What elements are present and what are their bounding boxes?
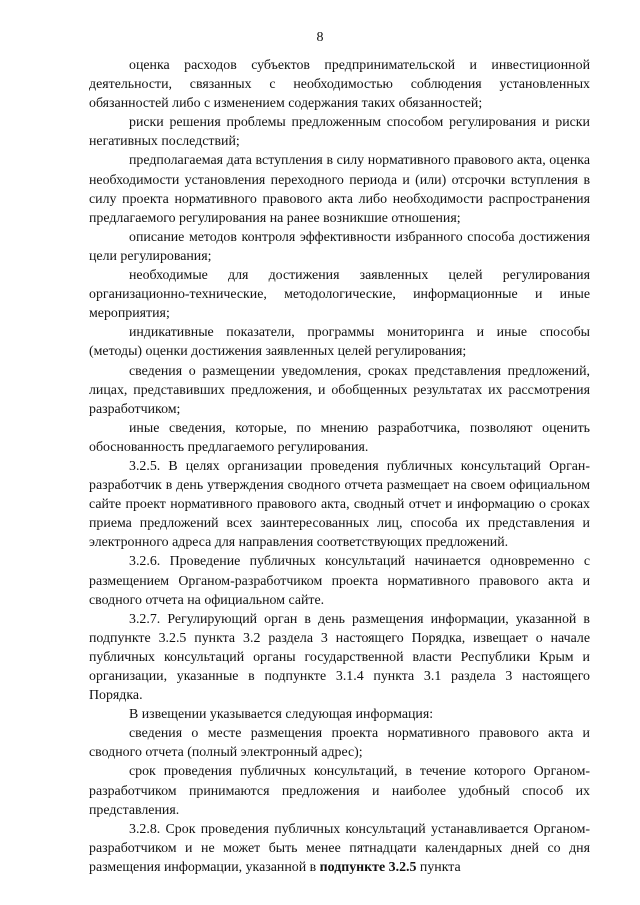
page-number: 8 — [316, 30, 324, 45]
section-3-2-5: 3.2.5. В целях организации проведения публичных консультаций Орган-разработчик в день утверждения сводного отчета размещает на своем официальном сайте проект нормативного правового акта, сводный отчет и информацию о сроках приема предложений всех заинтересованных лиц, способа их представления и электронного адреса для направления соответствующих предложений. — [89, 458, 590, 551]
paragraph: сведения о размещении уведомления, сроках представления предложений, лицах, представивших предложения, и обобщенных результатах их рассмотрения разработчиком; — [89, 363, 590, 417]
paragraph: риски решения проблемы предложенным способом регулирования и риски негативных последствий; — [89, 115, 590, 150]
document-body — [89, 56, 590, 877]
paragraph: оценка расходов субъектов предпринимательской и инвестиционной деятельности, связанных с необходимостью соблюдения установленных обязанностей либо с изменением содержания таких обязанностей; — [89, 58, 590, 112]
section-3-2-8 — [89, 820, 590, 877]
paragraph: предполагаемая дата вступления в силу нормативного правового акта, оценка необходимости установления переходного периода и (или) отсрочки вступления в силу проекта нормативного правового акта либо необходимости распространения предлагаемого регулирования на ранее возникшие отношения; — [89, 153, 590, 226]
paragraph: иные сведения, которые, по мнению разработчика, позволяют оценить обоснованность предлагаемого регулирования. — [89, 420, 590, 455]
section-3-2-8-bold-reference: подпункте 3.2.5 — [319, 859, 417, 875]
section-3-2-6: 3.2.6. Проведение публичных консультаций начинается одновременно с размещением Органом-разработчиком проекта нормативного правового акта и сводного отчета на официальном сайте. — [89, 554, 590, 608]
paragraph: необходимые для достижения заявленных целей регулирования организационно-технические, методологические, информационные и иные мероприятия; — [89, 268, 590, 322]
paragraph: описание методов контроля эффективности избранного способа достижения цели регулирования; — [89, 229, 590, 264]
section-3-2-8-text-after: пункта — [416, 859, 461, 875]
paragraph: сведения о месте размещения проекта нормативного правового акта и сводного отчета (полный электронный адрес); — [89, 726, 590, 761]
paragraph: индикативные показатели, программы мониторинга и иные способы (методы) оценки достижения заявленных целей регулирования; — [89, 325, 590, 360]
paragraph: В извещении указывается следующая информация: — [129, 707, 434, 723]
section-3-2-8-text-before: 3.2.8. Срок проведения публичных консультаций устанавливается Органом-разработчиком и не может быть менее пятнадцати календарных дней со дня размещения информации, указанной в — [89, 821, 590, 875]
section-3-2-7: 3.2.7. Регулирующий орган в день размещения информации, указанной в подпункте 3.2.5 пункта 3.2 раздела 3 настоящего Порядка, извещает о начале публичных консультаций органы государственной власти Республики Крым и организации, указанные в подпункте 3.1.4 пункта 3.1 раздела 3 настоящего Порядка. — [89, 611, 590, 704]
paragraph: срок проведения публичных консультаций, в течение которого Органом-разработчиком принимаются предложения и наиболее удобный способ их представления. — [89, 764, 590, 818]
